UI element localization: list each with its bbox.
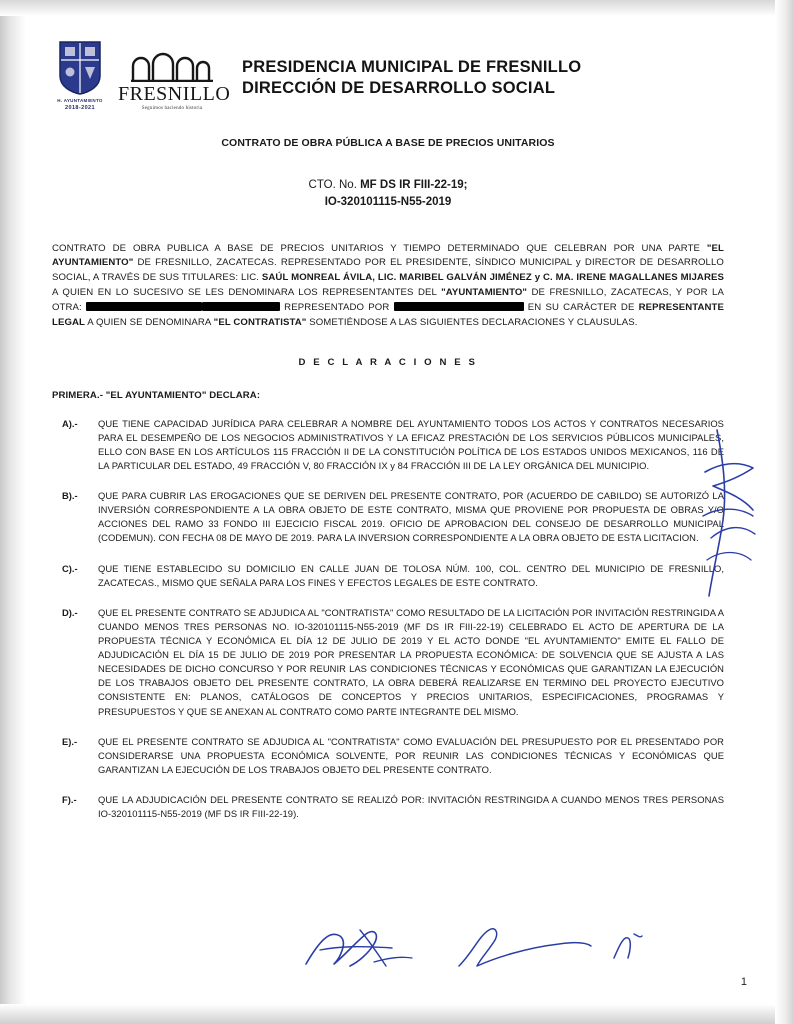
paper-top-shadow <box>0 0 793 16</box>
clause-text: QUE EL PRESENTE CONTRATO SE ADJUDICA AL "CONTRATISTA" COMO RESULTADO DE LA LICITACIÓN POR INVITACIÓN RESTRINGIDA A CUANDO MENOS TRES PERSONAS NO. IO-320101115-N55-2019 (MF DS IR FIII-22-19) CELEBRADO EL ACTO DE APERTURA DE LA PROPUESTA TÉCNICA Y ECONÓMICA EL DÍA 12 DE JULIO DE 2019 Y EL ACTO DONDE "EL AYUNTAMIENTO" EMITE EL FALLO DE ADJUDICACIÓN EL DÍA 15 DE JULIO DE 2019 POR PRESENTAR LA PROPUESTA ECONÓMICA: DE SOLVENCIA QUE SE AJUSTA A LAS NECESIDADES DE DICHO CONCURSO Y POR REUNIR LAS CONDICIONES TÉCNICAS Y ECONÓMICAS QUE GARANTIZAN LA EJECUCIÓN DE LOS TRABAJOS OBJETO DEL PRESENTE CONTRATO, LA OBRA DEBERÁ REALIZARSE EN TERMINO DEL PROYECTO EJECUTIVO CONSISTENTE EN: PLANOS, CATÁLOGOS DE CONCEPTOS Y PRECIOS UNITARIOS, ESPECIFICACIONES, PROGRAMAS Y PRESUPUESTOS Y QUE SE ANEXAN AL CONTRATO COMO PARTE INTEGRANTE DEL MISMO. <box>98 606 724 717</box>
crest-caption: H. AYUNTAMIENTO <box>57 98 103 103</box>
intro-role: REPRESENTANTE LEGAL <box>52 301 724 328</box>
contract-number: MF DS IR FIII-22-19; <box>360 179 468 191</box>
arches-icon <box>129 52 215 82</box>
declarations-heading: D E C L A R A C I O N E S <box>298 356 478 368</box>
clause-c <box>52 562 724 590</box>
clause-text: QUE TIENE ESTABLECIDO SU DOMICILIO EN CALLE JUAN DE TOLOSA NÚM. 100, COL. CENTRO DEL MUNICIPIO DE FRESNILLO, ZACATECAS., MISMO QUE SEÑALA PARA LOS FINES Y EFECTOS LEGALES DE ESTE CONTRATO. <box>98 562 724 588</box>
clause-marker: D).- <box>62 606 78 618</box>
clause-text: QUE EL PRESENTE CONTRATO SE ADJUDICA AL "CONTRATISTA" COMO EVALUACIÓN DEL PRESUPUESTO POR EL PRESENTADO POR CONSIDERARSE UNA PROPUESTA ECONÓMICA SOLVENTE, POR REUNIR LAS CONDICIONES TÉCNICAS Y ECONÓMICAS QUE GARANTIZAN LA EJECUCIÓN DE LOS TRABAJOS OBJETO DEL PRESENTE CONTRATO. <box>98 735 724 775</box>
redaction-bar-2 <box>202 302 280 311</box>
logo-tagline: Seguimos haciendo historia <box>141 106 203 111</box>
primera-heading: PRIMERA.- "EL AYUNTAMIENTO" DECLARA: <box>52 389 261 401</box>
letterhead <box>52 40 724 111</box>
tender-number: IO-320101115-N55-2019 <box>324 196 452 209</box>
intro-official-names: SAÚL MONREAL ÁVILA, LIC. MARIBEL GALVÁN JIMÉNEZ y C. MA. IRENE MAGALLANES MIJARES <box>261 272 724 284</box>
clause-text: QUE PARA CUBRIR LAS EROGACIONES QUE SE DERIVEN DEL PRESENTE CONTRATO, POR (ACUERDO DE CABILDO) SE AUTORIZÓ LA INVERSIÓN CORRESPONDIENTE A LA OBRA OBJETO DE ESTE CONTRATO, MISMA QUE PROVIENE POR PROPUESTA DE OBRAS Y/O ACCIONES DEL RAMO 33 FONDO III EJECICIO FISCAL 2019. OFICIO DE APROBACION DEL CONSEJO DE DESARROLLO MUNICIPAL (CODEMUN). CON FECHA 08 DE MAYO DE 2019. PARA LA INVERSION CORRESPONDIENTE A LA OBRA OBJETO DE ESTA LICITACION. <box>98 490 724 544</box>
intro-paragraph <box>52 242 724 331</box>
intro-party-1: "EL AYUNTAMIENTO" <box>52 242 724 269</box>
signature-left <box>300 924 420 972</box>
paper-bottom-shadow <box>0 1004 793 1024</box>
intro-part-8: SOMETIÉNDOSE A LAS SIGUIENTES DECLARACIONES Y CLAUSULAS. <box>306 316 638 328</box>
clause-marker: B).- <box>62 490 78 502</box>
intro-part-2: DE FRESNILLO, ZACATECAS. REPRESENTADO POR EL PRESIDENTE, SÍNDICO MUNICIPAL y DIRECTOR DE DESARROLLO SOCIAL, A TRAVÉS DE SUS TITULARES: LIC. <box>52 257 724 284</box>
crest-years: 2018-2021 <box>65 104 95 111</box>
intro-part-5: REPRESENTADO POR <box>280 301 394 313</box>
intro-part-6: EN SU CARÁCTER DE <box>523 301 639 313</box>
redaction-bar-3 <box>394 302 524 311</box>
contract-label: CTO. No. <box>308 179 357 191</box>
intro-part-1: CONTRATO DE OBRA PUBLICA A BASE DE PRECIOS UNITARIOS Y TIEMPO DETERMINADO QUE CELEBRAN POR UNA PARTE <box>52 242 707 254</box>
intro-party-3: "EL CONTRATISTA" <box>213 316 307 328</box>
redaction-bar-1 <box>86 302 202 311</box>
fresnillo-logo <box>118 40 231 111</box>
contract-number-block <box>52 177 724 212</box>
coat-of-arms-icon <box>58 40 102 96</box>
clause-marker: F).- <box>62 793 77 805</box>
clause-marker: A).- <box>62 417 78 429</box>
intro-part-7: A QUIEN SE DENOMINARA <box>85 316 214 328</box>
intro-part-4: DE FRESNILLO, ZACATECAS, Y POR LA OTRA: <box>52 287 724 313</box>
clause-marker: E).- <box>62 735 78 747</box>
intro-part-3: A QUIEN EN LO SUCESIVO SE LES DENOMINARA LOS REPRESENTANTES DEL <box>52 287 442 299</box>
clause-a <box>52 417 724 473</box>
clause-f <box>52 793 724 821</box>
clause-e <box>52 735 724 777</box>
header-titles <box>236 40 581 99</box>
municipal-crest <box>52 40 108 111</box>
document-content <box>52 40 724 821</box>
clause-marker: C).- <box>62 562 78 574</box>
clause-text: QUE TIENE CAPACIDAD JURÍDICA PARA CELEBRAR A NOMBRE DEL AYUNTAMIENTO TODOS LOS ACTOS Y CONTRATOS NECESARIOS PARA EL DESEMPEÑO DE LOS NEGOCIOS ADMINISTRATIVOS Y LA EFICAZ PRESTACIÓN DE LOS SERVICIOS PÚBLICOS MUNICIPALES, ELLO CON BASE EN LOS ARTÍCULOS 115 FRACCIÓN II DE LA CONSTITUCIÓN POLÍTICA DE LOS ESTADOS UNIDOS MEXICANOS, 116 DE LA PARTICULAR DEL ESTADO, 49 FRACCIÓN V, 80 FRACCIÓN IX y 84 FRACCIÓN III DE LA LEY ORGÁNICA DEL MUNICIPIO. <box>98 417 724 471</box>
signature-right <box>455 924 595 972</box>
page-number: 1 <box>740 976 747 988</box>
clause-text: QUE LA ADJUDICACIÓN DEL PRESENTE CONTRATO SE REALIZÓ POR: INVITACIÓN RESTRINGIDA A CUANDO MENOS TRES PERSONAS IO-320101115-N55-2019 (MF DS IR FIII-22-19). <box>98 793 724 820</box>
header-line-1: PRESIDENCIA MUNICIPAL DE FRESNILLO <box>242 58 582 76</box>
clause-d <box>52 606 724 719</box>
header-line-2: DIRECCIÓN DE DESARROLLO SOCIAL <box>242 78 556 97</box>
document-subtitle: CONTRATO DE OBRA PÚBLICA A BASE DE PRECIOS UNITARIOS <box>221 137 555 149</box>
logo-wordmark: FRESNILLO <box>118 83 231 105</box>
signature-initial <box>610 930 646 964</box>
clause-b <box>52 489 724 545</box>
intro-party-2: "AYUNTAMIENTO" <box>441 287 528 299</box>
